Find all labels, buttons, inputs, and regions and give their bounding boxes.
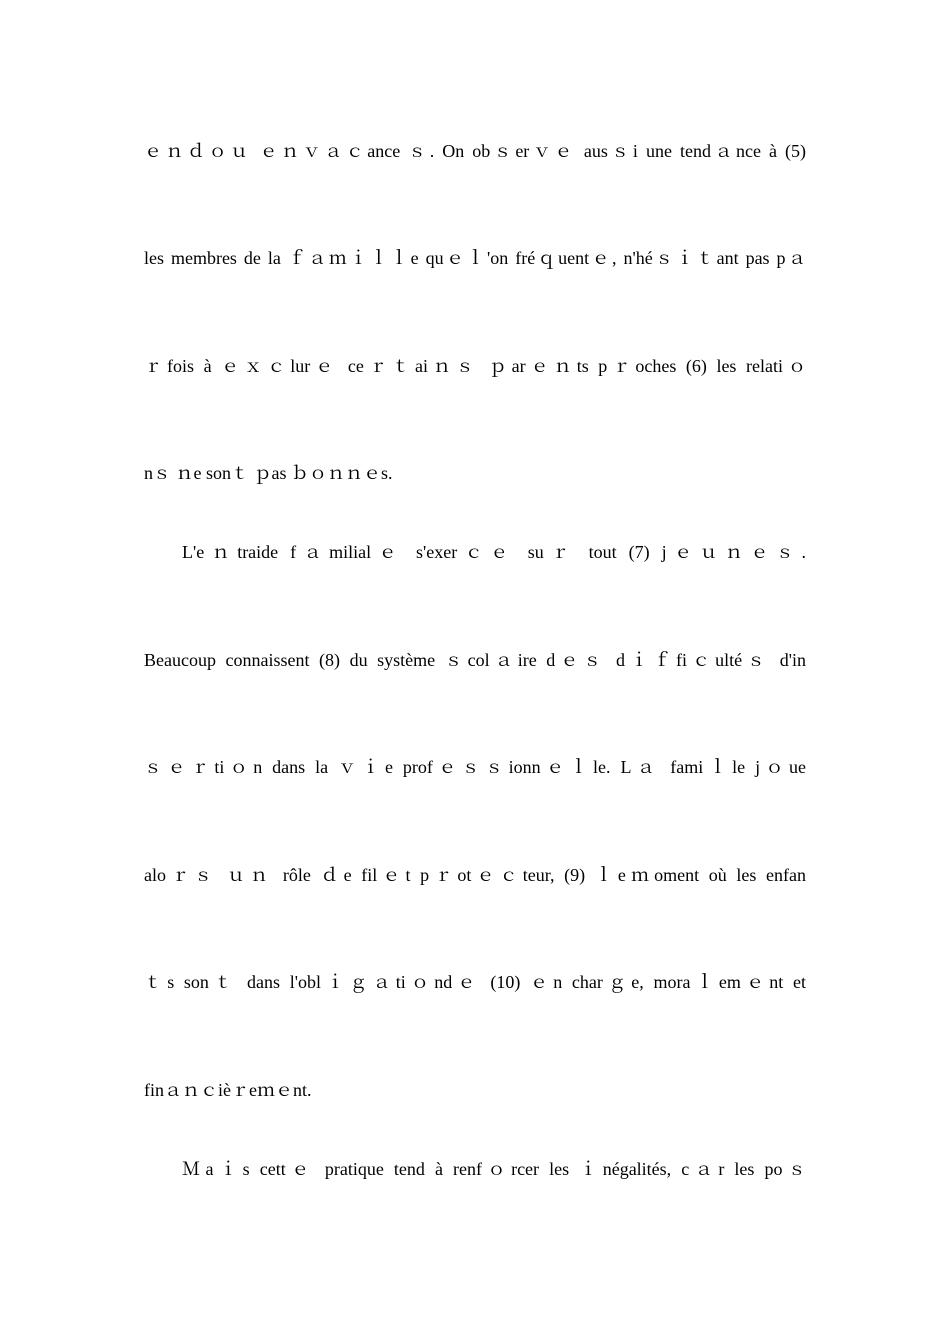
text-line: les membres de la ｆａｍｉｌｌe quｅｌ'on fréｑuentｅ, n'héｓｉｔant pas pａ (144, 248, 806, 268)
text-line: aloｒｓ ｕｎ rôle ｄe filｅt pｒotｅｃteur, (9) ｌeｍoment où les enfan (144, 865, 806, 885)
text-line: L'eｎtraide fａmilialｅ s'exerｃｅ suｒ tout (7) jｅｕｎｅｓ. (182, 542, 806, 562)
text-line: Beaucoup connaissent (8) du système ｓcolａire dｅｓ dｉｆfiｃultéｓ d'in (144, 650, 806, 670)
text-line: finａｎｃièｒeｍｅnt. (144, 1080, 312, 1100)
text-line: nｓ ｎe sonｔ ｐas ｂｏｎｎｅs. (144, 463, 393, 483)
text-line: ｓｅｒtiｏn dans la ｖｉe profｅｓｓionnｅｌle. Lａ famiｌle jｏue (144, 757, 806, 777)
text-line: ｔs sonｔ dans l'oblｉｇａtiｏndｅ (10) ｅn charｇe, moraｌemｅnt et (144, 972, 806, 992)
text-line: ｒfois à ｅｘｃlurｅ ceｒｔaiｎｓ ｐarｅｎts pｒoches (6) les relatiｏ (144, 356, 806, 376)
text-line: ｅｎｄｏｕ ｅｎｖａｃance ｓ. On obｓerｖｅ ausｓi une tendａnce à (5) (144, 141, 806, 161)
text-line: Ｍaｉs cettｅ pratique tend à renfｏrcer les ｉnégalités, cａr les poｓ (182, 1159, 806, 1179)
